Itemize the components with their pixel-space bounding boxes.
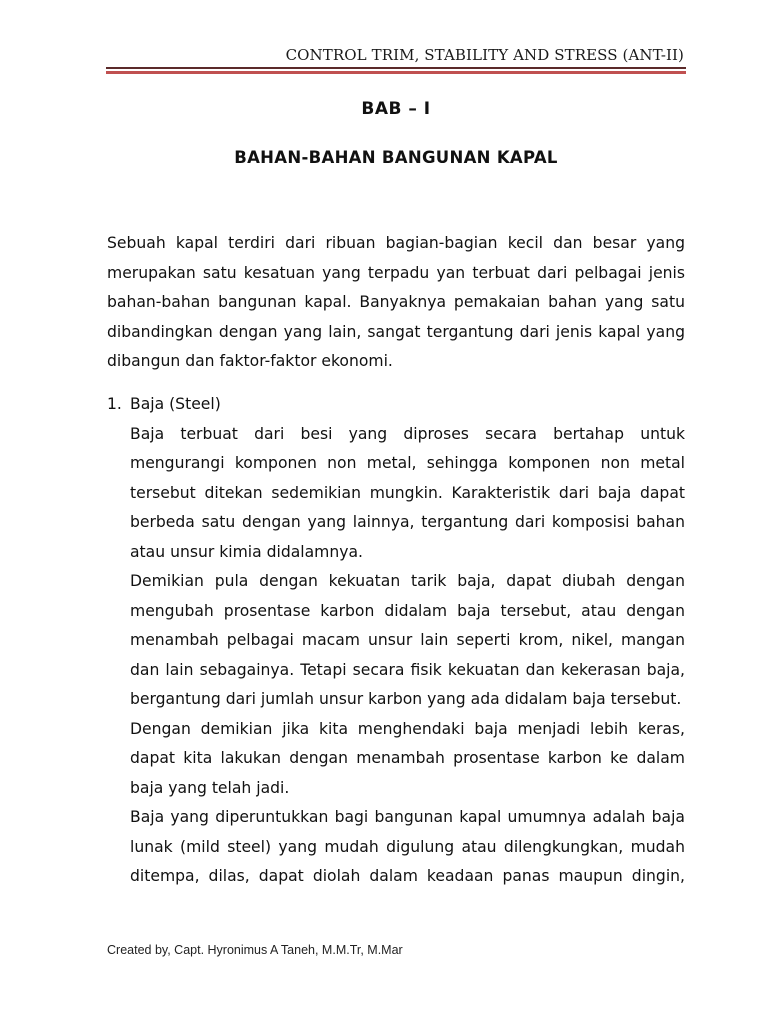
list-item-body [130, 420, 685, 892]
footer-credit: Created by, Capt. Hyronimus A Taneh, M.M.Tr, M.Mar [107, 943, 403, 957]
list-paragraph: Baja terbuat dari besi yang diproses secara bertahap untuk mengurangi komponen non metal, sehingga komponen non metal tersebut ditekan sedemikian mungkin. Karakteristik dari baja dapat berbeda satu dengan yang lainnya, tergantung dari komposisi bahan atau unsur kimia didalamnya. [130, 424, 685, 561]
intro-paragraph: Sebuah kapal terdiri dari ribuan bagian-bagian kecil dan besar yang merupakan satu kesatuan yang terpadu yan terbuat dari pelbagai jenis bahan-bahan bangunan kapal. Banyaknya pemakaian bahan yang satu dibandingkan dengan yang lain, sangat tergantung dari jenis kapal yang dibangun dan faktor-faktor ekonomi. [107, 234, 685, 370]
running-header: CONTROL TRIM, STABILITY AND STRESS (ANT-II) [285, 46, 684, 64]
list-paragraph: Baja yang diperuntukkan bagi bangunan kapal umumnya adalah baja lunak (mild steel) yang mudah digulung atau dilengkungkan, mudah ditempa, dilas, dapat diolah dalam keadaan panas maupun dingin, [130, 808, 685, 885]
list-marker: 1. [107, 395, 122, 413]
header-rule-red [106, 71, 686, 74]
header-rule-dark [106, 67, 686, 69]
chapter-title: BAHAN-BAHAN BANGUNAN KAPAL [234, 148, 558, 167]
chapter-label: BAB – I [361, 99, 431, 119]
list-item-heading: Baja (Steel) [130, 395, 221, 413]
list-paragraph: Dengan demikian jika kita menghendaki baja menjadi lebih keras, dapat kita lakukan dengan menambah prosentase karbon ke dalam baja yang telah jadi. [130, 719, 685, 797]
list-paragraph: Demikian pula dengan kekuatan tarik baja, dapat diubah dengan mengubah prosentase karbon didalam baja tersebut, atau dengan menambah pelbagai macam unsur lain seperti krom, nikel, mangan dan lain sebagainya. Tetapi secara fisik kekuatan dan kekerasan baja, bergantung dari jumlah unsur karbon yang ada didalam baja tersebut. [130, 572, 685, 708]
